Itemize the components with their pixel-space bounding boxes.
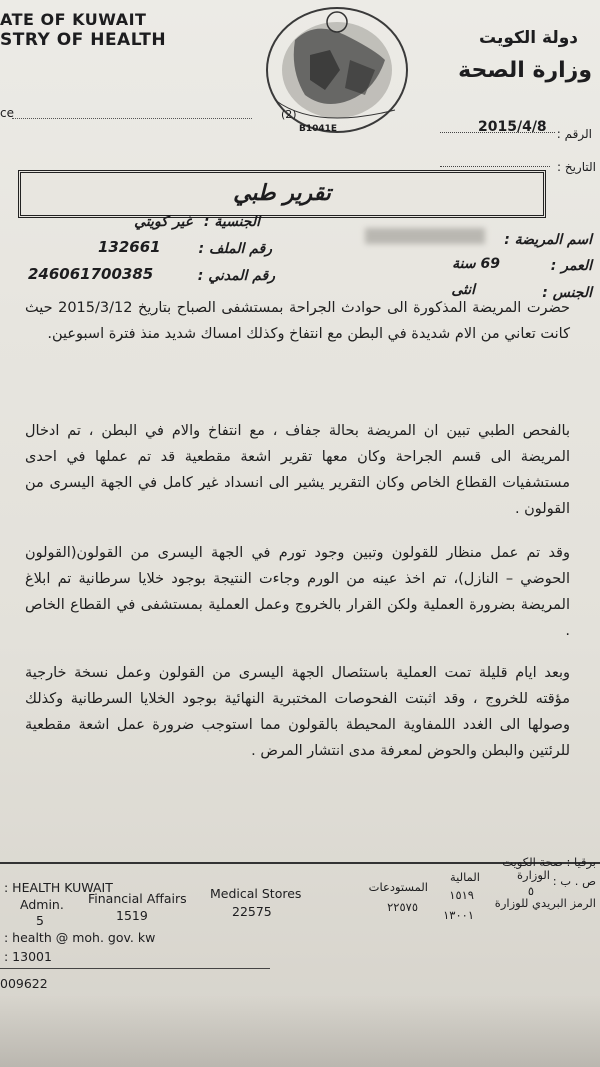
footer-ar-col-financial: المالية [450, 870, 480, 884]
age-label: العمر : [550, 258, 592, 274]
header-ar-line1: دولة الكويت [478, 28, 578, 48]
seal-code: B1041E [299, 124, 338, 134]
patient-name-label: اسم المريضة : [504, 232, 592, 248]
footer-en-col-medical: Medical Stores [210, 886, 302, 901]
footer-ar-postal-value: ١٣٠٠١ [443, 908, 474, 922]
footer-bottom-number: 009622 [0, 976, 48, 991]
ref-label: الرقم : [556, 127, 592, 141]
file-value: 132661 [98, 238, 161, 256]
footer-en-val-medical: 22575 [232, 904, 272, 919]
footer-ar-val-stores: ٢٢٥٧٥ [387, 900, 418, 914]
footer-ar-title: برقيا : صحة الكويت [502, 855, 596, 869]
footer-en-val-admin: 5 [36, 913, 44, 928]
paragraph-4: وبعد ايام قليلة تمت العملية باستئصال الجهة اليسرى من القولون وعمل نسخة خارجية مؤقته للخروج ، وقد اثبتت الفحوصات المختبرية النهائية بوجود الخلايا السرطانية وكذلك وصولها الى الغدد اللمفاوية المحيطة بالقولون مما استوجب ضرورة عمل اشعة مقطعية للرئتين والبطن والحوض لمعرفة مدى انتشار المرض . [25, 665, 570, 759]
footer-en-col-admin: Admin. [20, 897, 64, 912]
official-stamp-seal [255, 0, 420, 140]
footer-ar-val-ministry: ٥ [527, 884, 534, 898]
date-dotted-line [440, 166, 550, 167]
paragraph-3: وقد تم عمل منظار للقولون وتبين وجود تورم في الجهة اليسرى من القولون(القولون الحوضي – النازل)، تم اخذ عينه من الورم وجاءت النتيجة بوجود خلايا سرطانية تم ابلاغ المريضة بضرورة العملية ولكن القرار بالخروج وعمل العملية بمستشفى في القطاع الخاص . [25, 545, 570, 639]
footer-ar-pobox: ص . ب : [552, 874, 596, 888]
sex-label: الجنس : [542, 285, 592, 301]
ref-value: 2015/4/8 [478, 119, 547, 135]
age-value: 69 سنة [452, 256, 500, 272]
footer-code: : 13001 [4, 949, 52, 964]
civil-label: رقم المدني : [197, 268, 275, 284]
ref-dotted-line [440, 132, 555, 133]
header-ar-line2: وزارة الصحة [458, 58, 592, 83]
report-title: تقرير طبي [233, 181, 331, 206]
footer-en-col-financial: Financial Affairs [88, 891, 187, 906]
date-label: التاريخ : [556, 160, 596, 174]
footer-ar-val-financial: ١٥١٩ [449, 888, 474, 902]
paragraph-2: بالفحص الطبي تبين ان المريضة بحالة جفاف ، مع انتفاخ والام في البطن ، تم ادخال المريضة الى قسم الجراحة وكان معها تقرير اشعة مقطعية قد تم عملها في احدى مستشفيات القطاع الخاص وكان التقرير يشير الى انسداد غير كامل في الجهة اليسرى من القولون . [25, 423, 570, 517]
report-title-box [18, 170, 546, 218]
footer-ar-postal-label: الرمز البريدي للوزارة [494, 896, 596, 910]
footer-ar-col-stores: المستودعات [368, 880, 428, 894]
sex-value: انثى [451, 282, 475, 298]
file-label: رقم الملف : [198, 241, 272, 257]
header-en-line1: ATE OF KUWAIT [0, 10, 147, 29]
footer-email: : health @ moh. gov. kw [4, 930, 156, 945]
footer-ar-col-ministry: الوزارة [517, 868, 550, 882]
seal-number: (2) [281, 108, 297, 121]
footer-left-line [0, 968, 270, 969]
footer-en-title: : HEALTH KUWAIT [4, 880, 113, 895]
header-left-cut: ce [0, 106, 14, 120]
page-bottom-shadow [0, 995, 600, 1067]
header-en-line2: STRY OF HEALTH [0, 30, 167, 50]
nationality-label: الجنسية : [203, 214, 260, 230]
paragraph-1: حضرت المريضة المذكورة الى حوادث الجراحة بمستشفى الصباح بتاريخ 2015/3/12 حيث كانت تعاني من الام شديدة في البطن مع انتفاخ وكذلك امساك شديد منذ فترة اسبوعين. [25, 300, 571, 342]
civil-value: 246061700385 [28, 265, 154, 283]
left-dotted-line [12, 118, 252, 119]
nationality-value: غير كويتي [134, 214, 192, 230]
footer-en-val-financial: 1519 [116, 908, 148, 923]
patient-name-redacted [365, 228, 485, 244]
